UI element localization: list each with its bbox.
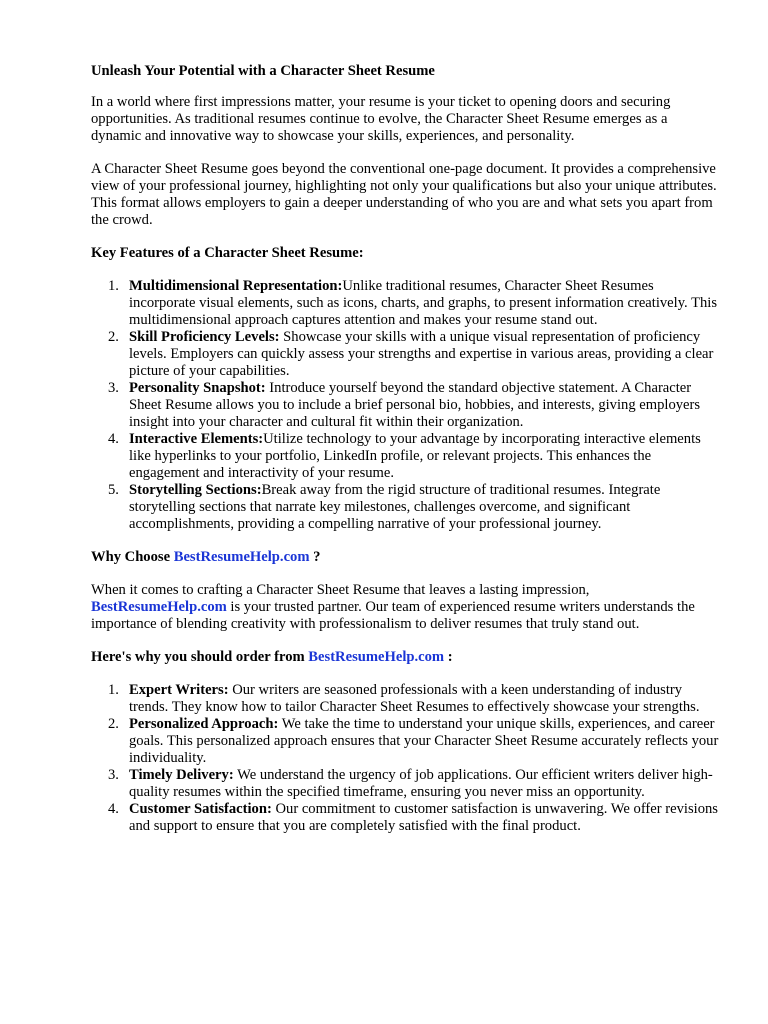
feature-term: Multidimensional Representation: xyxy=(129,278,343,294)
reasons-list xyxy=(91,682,721,835)
list-number: 1. xyxy=(108,682,119,698)
why-heading-suffix: ? xyxy=(309,549,321,565)
order-heading-prefix: Here's why you should order from xyxy=(91,649,309,665)
list-item xyxy=(91,767,721,801)
page-title: Unleash Your Potential with a Character Sheet Resume xyxy=(91,63,435,79)
why-choose-paragraph xyxy=(91,582,721,633)
list-number: 3. xyxy=(108,380,119,396)
feature-term: Storytelling Sections: xyxy=(129,482,262,498)
list-item xyxy=(91,801,721,835)
feature-text: Utilize technology to your advantage by incorporating interactive elements like hyperlinks to your portfolio, LinkedIn profile, or relevant projects. This enhances the engagement and interactivity of your resume. xyxy=(129,431,701,481)
why-para-link[interactable]: BestResumeHelp.com xyxy=(91,599,227,615)
list-item xyxy=(91,380,721,431)
order-heading-link[interactable]: BestResumeHelp.com xyxy=(308,649,445,665)
list-item xyxy=(91,329,721,380)
why-para-prefix: When it comes to crafting a Character Sheet Resume that leaves a lasting impression, xyxy=(91,582,590,598)
feature-term: Personality Snapshot: xyxy=(129,380,266,396)
reason-term: Customer Satisfaction: xyxy=(129,801,272,817)
reason-text: Our writers are seasoned professionals with a keen understanding of industry trends. They know how to tailor Character Sheet Resumes to effectively showcase your strengths. xyxy=(129,682,700,715)
intro-paragraph-2: A Character Sheet Resume goes beyond the conventional one-page document. It provides a comprehensive view of your professional journey, highlighting not only your qualifications but also your unique attributes. This format allows employers to gain a deeper understanding of who you are and what sets you apart from the crowd. xyxy=(91,161,717,228)
reason-text: Our commitment to customer satisfaction is unwavering. We offer revisions and support to ensure that you are completely satisfied with the final product. xyxy=(129,801,718,834)
features-list xyxy=(91,278,721,533)
list-number: 2. xyxy=(108,716,119,732)
features-heading: Key Features of a Character Sheet Resume: xyxy=(91,245,364,261)
reason-term: Expert Writers: xyxy=(129,682,229,698)
reason-text: We take the time to understand your unique skills, experiences, and career goals. This personalized approach ensures that your Character Sheet Resume accurately reflects your individuality. xyxy=(129,716,719,766)
feature-term: Skill Proficiency Levels: xyxy=(129,329,280,345)
order-heading-suffix: : xyxy=(444,649,453,665)
why-heading-link[interactable]: BestResumeHelp.com xyxy=(173,549,310,565)
reason-term: Timely Delivery: xyxy=(129,767,234,783)
order-heading xyxy=(91,649,721,666)
list-number: 5. xyxy=(108,482,119,498)
reason-text: We understand the urgency of job applications. Our efficient writers deliver high-quality resumes within the specified timeframe, ensuring you never miss an opportunity. xyxy=(129,767,713,800)
why-para-suffix: is your trusted partner. Our team of experienced resume writers understands the importance of blending creativity with professionalism to deliver resumes that truly stand out. xyxy=(91,599,695,632)
feature-text: Break away from the rigid structure of traditional resumes. Integrate storytelling sections that narrate key milestones, challenges overcome, and significant accomplishments, providing a compelling narrative of your professional journey. xyxy=(129,482,661,532)
list-number: 2. xyxy=(108,329,119,345)
why-heading-prefix: Why Choose xyxy=(91,549,174,565)
list-number: 3. xyxy=(108,767,119,783)
feature-text: Showcase your skills with a unique visual representation of proficiency levels. Employers can quickly assess your strengths and expertise in various areas, providing a clear picture of your capabilities. xyxy=(129,329,714,379)
document-page xyxy=(91,63,721,835)
feature-term: Interactive Elements: xyxy=(129,431,264,447)
list-number: 4. xyxy=(108,801,119,817)
list-item xyxy=(91,482,721,533)
intro-paragraph-1: In a world where first impressions matter, your resume is your ticket to opening doors and securing opportunities. As traditional resumes continue to evolve, the Character Sheet Resume emerges as a dynamic and innovative way to showcase your skills, experiences, and personality. xyxy=(91,94,671,144)
list-item xyxy=(91,431,721,482)
why-choose-heading xyxy=(91,549,721,566)
list-item xyxy=(91,278,721,329)
list-item xyxy=(91,682,721,716)
list-item xyxy=(91,716,721,767)
feature-text: Unlike traditional resumes, Character Sheet Resumes incorporate visual elements, such as icons, charts, and graphs, to present information creatively. This multidimensional approach captures attention and makes your resume stand out. xyxy=(129,278,718,328)
feature-text: Introduce yourself beyond the standard objective statement. A Character Sheet Resume allows you to include a brief personal bio, hobbies, and interests, giving employers insight into your character and cultural fit within their organization. xyxy=(129,380,701,430)
list-number: 1. xyxy=(108,278,119,294)
reason-term: Personalized Approach: xyxy=(129,716,279,732)
list-number: 4. xyxy=(108,431,119,447)
